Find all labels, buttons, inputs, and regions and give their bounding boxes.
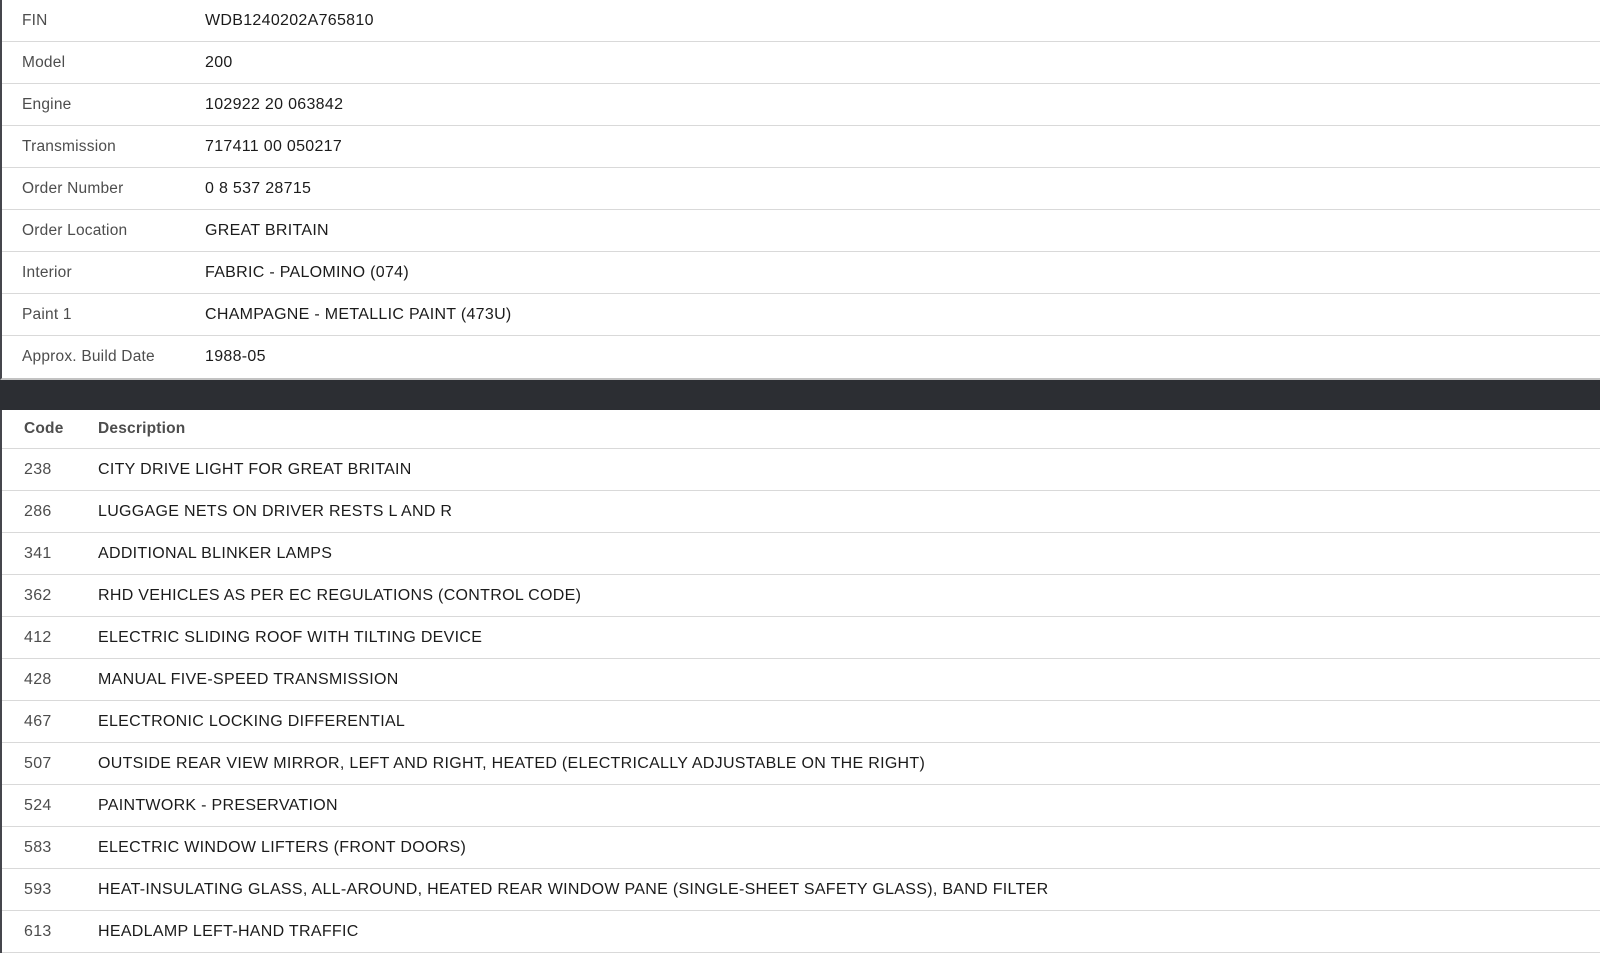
option-description: ELECTRONIC LOCKING DIFFERENTIAL: [98, 712, 406, 730]
option-description: MANUAL FIVE-SPEED TRANSMISSION: [98, 670, 399, 688]
field-value: 0 8 537 28715: [205, 179, 312, 197]
option-row: [2, 827, 1600, 869]
section-divider-bar: [0, 380, 1600, 410]
vehicle-info-row: [2, 252, 1600, 294]
option-code: 412: [24, 628, 52, 646]
option-code: 583: [24, 838, 52, 856]
option-code: 593: [24, 880, 52, 898]
option-description: HEADLAMP LEFT-HAND TRAFFIC: [98, 922, 359, 940]
option-description: CITY DRIVE LIGHT FOR GREAT BRITAIN: [98, 460, 412, 478]
field-value: 717411 00 050217: [205, 137, 343, 155]
vehicle-info-row: [2, 336, 1600, 378]
field-value: 1988-05: [205, 348, 266, 365]
field-value: 102922 20 063842: [205, 95, 344, 113]
code-column-header: Code: [24, 420, 64, 437]
option-code: 238: [24, 460, 52, 478]
vehicle-info-row: [2, 126, 1600, 168]
option-row: [2, 659, 1600, 701]
field-value: 200: [205, 53, 233, 71]
option-codes-table: [0, 410, 1600, 953]
field-label: Order Location: [22, 221, 128, 239]
option-row: [2, 533, 1600, 575]
option-code: 507: [24, 754, 52, 772]
field-value: GREAT BRITAIN: [205, 221, 329, 239]
option-code: 341: [24, 544, 52, 562]
option-description: PAINTWORK - PRESERVATION: [98, 796, 338, 814]
field-label: Transmission: [22, 137, 116, 155]
option-code: 428: [24, 670, 52, 688]
vehicle-info-row: [2, 168, 1600, 210]
option-description: LUGGAGE NETS ON DRIVER RESTS L AND R: [98, 502, 453, 520]
option-row: [2, 491, 1600, 533]
field-label: Interior: [22, 263, 72, 281]
option-row: [2, 449, 1600, 491]
option-code: 286: [24, 502, 52, 520]
option-description: HEAT-INSULATING GLASS, ALL-AROUND, HEATED REAR WINDOW PANE (SINGLE-SHEET SAFETY GLASS), BAND FILTER: [98, 880, 1049, 898]
vehicle-info-table: [0, 0, 1600, 380]
field-label: Engine: [22, 95, 72, 113]
option-row: [2, 617, 1600, 659]
option-code: 467: [24, 712, 52, 730]
option-code: 524: [24, 796, 52, 814]
option-description: OUTSIDE REAR VIEW MIRROR, LEFT AND RIGHT, HEATED (ELECTRICALLY ADJUSTABLE ON THE RIGHT): [98, 754, 926, 772]
option-row: [2, 911, 1600, 953]
option-description: ELECTRIC SLIDING ROOF WITH TILTING DEVICE: [98, 628, 483, 646]
option-description: RHD VEHICLES AS PER EC REGULATIONS (CONTROL CODE): [98, 586, 582, 604]
description-column-header: Description: [98, 420, 186, 437]
field-label: Approx. Build Date: [22, 348, 155, 365]
field-value: FABRIC - PALOMINO (074): [205, 263, 409, 281]
options-table-header: [2, 410, 1600, 449]
field-label: Model: [22, 53, 66, 71]
vehicle-info-row: [2, 294, 1600, 336]
field-value: WDB1240202A765810: [205, 11, 374, 29]
field-label: FIN: [22, 11, 48, 29]
option-description: ELECTRIC WINDOW LIFTERS (FRONT DOORS): [98, 838, 467, 856]
vehicle-info-row: [2, 42, 1600, 84]
option-row: [2, 869, 1600, 911]
field-label: Order Number: [22, 179, 124, 197]
option-row: [2, 701, 1600, 743]
field-value: CHAMPAGNE - METALLIC PAINT (473U): [205, 305, 512, 323]
option-description: ADDITIONAL BLINKER LAMPS: [98, 544, 333, 562]
field-label: Paint 1: [22, 305, 72, 323]
vehicle-info-row: [2, 210, 1600, 252]
vehicle-info-row: [2, 84, 1600, 126]
option-code: 613: [24, 922, 52, 940]
option-row: [2, 575, 1600, 617]
option-row: [2, 785, 1600, 827]
vehicle-info-row: [2, 0, 1600, 42]
option-row: [2, 743, 1600, 785]
option-code: 362: [24, 586, 52, 604]
